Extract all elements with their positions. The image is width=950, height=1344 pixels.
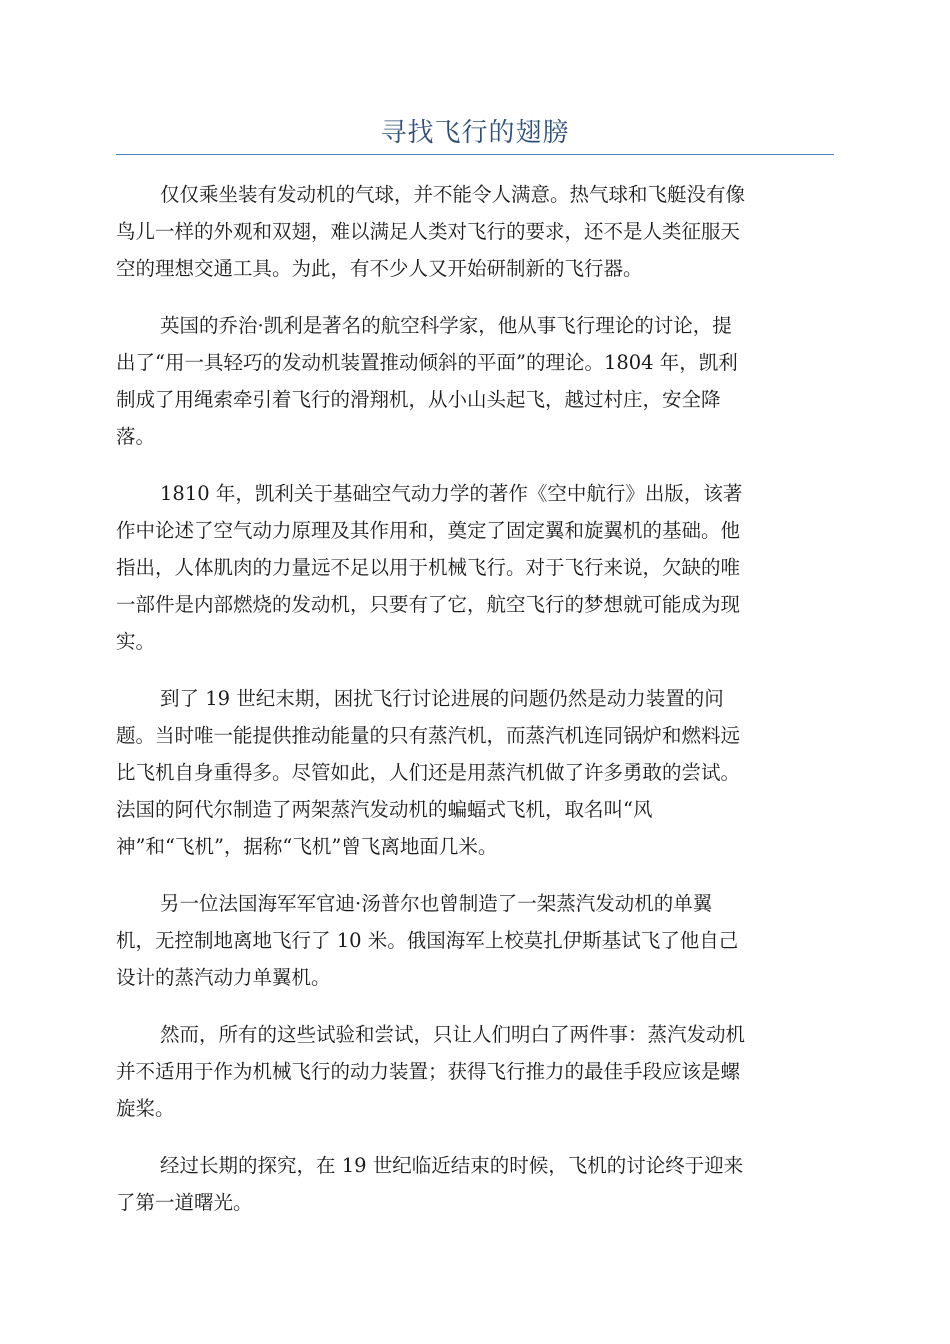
paragraph-line: 实。 xyxy=(116,630,156,653)
paragraph-3 xyxy=(116,475,838,660)
paragraph-line: 空的理想交通工具。为此，有不少人又开始研制新的飞行器。 xyxy=(116,257,643,280)
paragraph-5 xyxy=(116,885,838,996)
paragraph-line: 指出，人体肌肉的力量远不足以用于机械飞行。对于飞行来说，欠缺的唯 xyxy=(116,556,741,579)
document-title: 寻找飞行的翅膀 xyxy=(380,118,570,148)
paragraph-line: 神”和“飞机”，据称“飞机”曾飞离地面几米。 xyxy=(116,835,498,858)
paragraph-line: 到了 19 世纪末期，困扰飞行讨论进展的问题仍然是动力装置的问 xyxy=(160,687,724,710)
paragraph-line: 了第一道曙光。 xyxy=(116,1191,253,1214)
paragraph-line: 仅仅乘坐装有发动机的气球，并不能令人满意。热气球和飞艇没有像 xyxy=(160,183,746,206)
paragraph-line: 机，无控制地离地飞行了 10 米。俄国海军上校莫扎伊斯基试飞了他自己 xyxy=(116,929,739,952)
paragraph-line: 旋桨。 xyxy=(116,1097,175,1120)
paragraph-line: 比飞机自身重得多。尽管如此，人们还是用蒸汽机做了许多勇敢的尝试。 xyxy=(116,761,741,784)
paragraph-line: 英国的乔治·凯利是著名的航空科学家，他从事飞行理论的讨论，提 xyxy=(160,314,732,337)
paragraph-line: 经过长期的探究，在 19 世纪临近结束的时候，飞机的讨论终于迎来 xyxy=(160,1154,744,1177)
paragraph-line: 然而，所有的这些试验和尝试，只让人们明白了两件事：蒸汽发动机 xyxy=(160,1023,746,1046)
paragraph-4 xyxy=(116,680,838,865)
document-body xyxy=(116,176,838,1241)
paragraph-line: 设计的蒸汽动力单翼机。 xyxy=(116,966,331,989)
paragraph-line: 作中论述了空气动力原理及其作用和，奠定了固定翼和旋翼机的基础。他 xyxy=(116,519,741,542)
paragraph-line: 出了“用一具轻巧的发动机装置推动倾斜的平面”的理论。1804 年，凯利 xyxy=(116,351,738,374)
title-underline-divider xyxy=(116,154,834,155)
paragraph-2 xyxy=(116,307,838,455)
paragraph-line: 法国的阿代尔制造了两架蒸汽发动机的蝙蝠式飞机，取名叫“风 xyxy=(116,798,653,821)
paragraph-6 xyxy=(116,1016,838,1127)
paragraph-line: 题。当时唯一能提供推动能量的只有蒸汽机，而蒸汽机连同锅炉和燃料远 xyxy=(116,724,741,747)
paragraph-line: 鸟儿一样的外观和双翅，难以满足人类对飞行的要求，还不是人类征服天 xyxy=(116,220,741,243)
paragraph-line: 另一位法国海军军官迪·汤普尔也曾制造了一架蒸汽发动机的单翼 xyxy=(160,892,713,915)
paragraph-line: 并不适用于作为机械飞行的动力装置；获得飞行推力的最佳手段应该是螺 xyxy=(116,1060,741,1083)
paragraph-line: 落。 xyxy=(116,425,156,448)
paragraph-line: 1810 年，凯利关于基础空气动力学的著作《空中航行》出版，该著 xyxy=(160,482,743,505)
paragraph-7 xyxy=(116,1147,838,1221)
paragraph-line: 一部件是内部燃烧的发动机，只要有了它，航空飞行的梦想就可能成为现 xyxy=(116,593,741,616)
paragraph-1 xyxy=(116,176,838,287)
paragraph-line: 制成了用绳索牵引着飞行的滑翔机，从小山头起飞，越过村庄，安全降 xyxy=(116,388,721,411)
